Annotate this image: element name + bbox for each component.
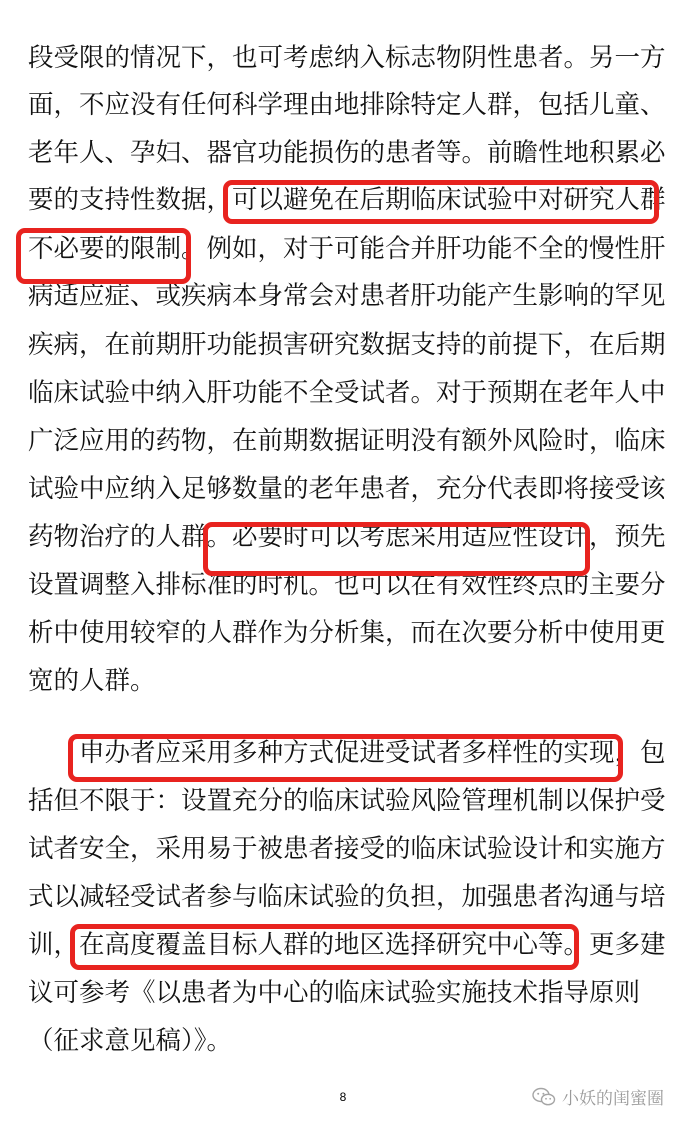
text-line-16: 括但不限于：设置充分的临床试验风险管理机制以保护受 bbox=[28, 786, 666, 816]
text-line-1: 段受限的情况下，也可考虑纳入标志物阴性患者。另一方 bbox=[28, 43, 666, 73]
text-line-6: 病适应症、或疾病本身常会对患者肝功能产生影响的罕见 bbox=[28, 281, 666, 311]
watermark-text: 小妖的闺蜜圈 bbox=[562, 1089, 664, 1109]
highlight-box-4 bbox=[68, 734, 623, 782]
wechat-icon bbox=[532, 1087, 556, 1107]
text-line-5: 不必要的限制。例如，对于可能合并肝功能不全的慢性肝 bbox=[28, 234, 666, 264]
text-line-21: （征求意见稿）》。 bbox=[28, 1026, 233, 1056]
text-line-15: 申办者应采用多种方式促进受试者多样性的实现，包 bbox=[28, 738, 666, 768]
text-line-20: 议可参考《以患者为中心的临床试验实施技术指导原则 bbox=[28, 978, 641, 1008]
text-line-8: 临床试验中纳入肝功能不全受试者。对于预期在老年人中 bbox=[28, 378, 666, 408]
highlight-box-3 bbox=[203, 522, 590, 576]
text-line-3: 老年人、孕妇、器官功能损伤的患者等。前瞻性地积累必 bbox=[28, 138, 666, 168]
text-line-14: 宽的人群。 bbox=[28, 666, 156, 696]
watermark bbox=[532, 1084, 664, 1109]
text-line-19: 训，在高度覆盖目标人群的地区选择研究中心等。更多建 bbox=[28, 930, 666, 960]
text-line-11: 药物治疗的人群。必要时可以考虑采用适应性设计，预先 bbox=[28, 522, 666, 552]
text-line-17: 试者安全，采用易于被患者接受的临床试验设计和实施方 bbox=[28, 834, 666, 864]
text-line-7: 疾病，在前期肝功能损害研究数据支持的前提下，在后期 bbox=[28, 330, 666, 360]
highlight-box-1 bbox=[223, 180, 659, 224]
text-line-2: 面，不应没有任何科学理由地排除特定人群，包括儿童、 bbox=[28, 90, 666, 120]
text-line-9: 广泛应用的药物，在前期数据证明没有额外风险时，临床 bbox=[28, 426, 666, 456]
text-line-4: 要的支持性数据，可以避免在后期临床试验中对研究人群 bbox=[28, 185, 666, 215]
page-number: 8 bbox=[339, 1090, 347, 1104]
text-line-10: 试验中应纳入足够数量的老年患者，充分代表即将接受该 bbox=[28, 474, 666, 504]
text-line-12: 设置调整入排标准的时机。也可以在有效性终点的主要分 bbox=[28, 570, 666, 600]
highlight-box-5 bbox=[70, 924, 579, 970]
highlight-box-2 bbox=[16, 228, 191, 284]
text-line-18: 式以减轻受试者参与临床试验的负担，加强患者沟通与培 bbox=[28, 882, 666, 912]
text-line-13: 析中使用较窄的人群作为分析集，而在次要分析中使用更 bbox=[28, 618, 666, 648]
